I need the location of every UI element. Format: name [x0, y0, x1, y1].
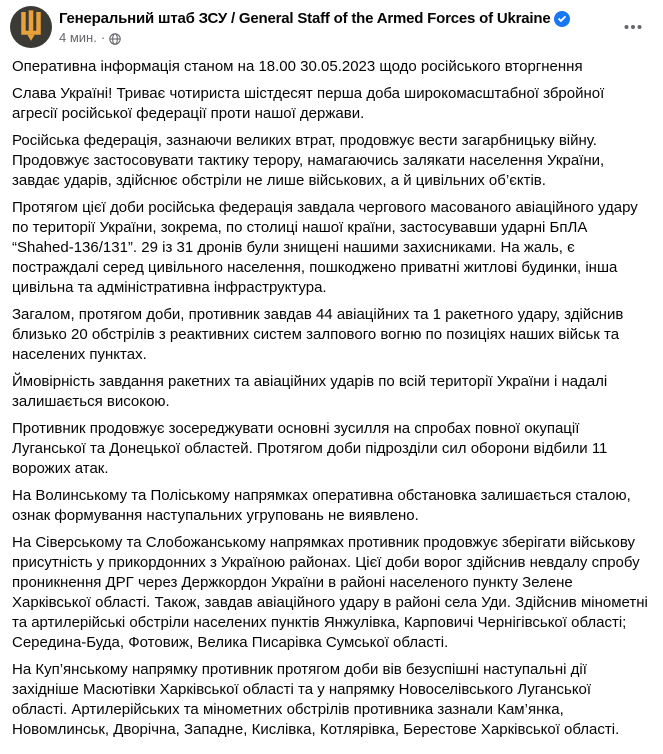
post-meta-row — [59, 30, 570, 46]
post-header — [0, 0, 663, 48]
globe-privacy-icon — [109, 33, 121, 45]
post-paragraph: Протягом цієї доби російська федерація завдала чергового масованого авіаційного удару по території України, зокрема, по столиці нашої країни, застосувавши ударні БпЛА “Shahed-136/131”. 29 із 31 дронів були знищені нашими захисниками. На жаль, є постраждалі серед цивільного населення, пошкоджено приватні житлові будинки, інша цивільна та адміністративна інфраструктура. — [12, 199, 638, 296]
header-text-block — [59, 6, 570, 46]
page-name-link[interactable]: Генеральний штаб ЗСУ / General Staff of the Armed Forces of Ukraine — [59, 10, 551, 27]
three-dots-icon — [623, 17, 643, 42]
post-paragraph: Противник продовжує зосереджувати основні зусилля на спробах повної окупації Луганської та Донецької областей. Протягом доби підрозділи сил оборони відбили 11 ворожих атак. — [12, 420, 608, 477]
post-paragraph: Загалом, протягом доби, противник завдав 44 авіаційних та 1 ракетного удару, здійснив близько 20 обстрілів з реактивних систем залпового вогню по позиціях наших військ та населених пунктах. — [12, 306, 624, 363]
meta-separator: · — [100, 30, 106, 45]
page-name-row — [59, 9, 570, 28]
page-avatar[interactable] — [10, 6, 52, 48]
post-paragraph: Слава Україні! Триває чотириста шістдесят перша доба широкомасштабної збройної агресії російської федерації проти нашої держави. — [12, 85, 605, 122]
post-paragraph: На Сіверському та Слобожанському напрямках противник продовжує зберігати військову присутність у прикордонних з Україною районах. Цієї доби ворог здійснив невдалу спробу проникнення ДРГ через Держкордон України в районі населеного пункту Зелене Харківської області. Також, завдав авіаційного удару в районі села Уди. Здійснив мінометні та артилерійські обстріли населених пунктів Янжулівка, Карповичі Чернігівської області; Середина-Буда, Фотовиж, Велика Писарівка Сумської області. — [12, 534, 648, 651]
post-paragraph: Ймовірність завдання ракетних та авіаційних ударів по всій території України і надалі залишається високою. — [12, 373, 608, 410]
post-paragraph: Оперативна інформація станом на 18.00 30.05.2023 щодо російського вторгнення — [12, 58, 583, 75]
more-options-button[interactable] — [617, 13, 649, 45]
post-timestamp[interactable]: 4 мин. — [59, 30, 97, 45]
verified-badge-icon — [554, 11, 570, 27]
post-paragraph: На Волинському та Поліському напрямках оперативна обстановка залишається сталою, ознак формування наступальних угруповань не виявлено. — [12, 487, 631, 524]
ukraine-trident-icon — [18, 8, 44, 47]
post-paragraph: На Куп’янському напрямку противник протягом доби вів безуспішні наступальні дії західніше Масютівки Харківської області та у напрямку Новоселівського Луганської області. Артилерійських та мінометних обстрілів противника зазнали Кам’янка, Новомлинськ, Дворічна, Западне, Кислівка, Котлярівка, Берестове Харківської області. — [12, 661, 620, 738]
post-body — [0, 48, 663, 754]
post-paragraph: Російська федерація, зазнаючи великих втрат, продовжує вести загарбницьку війну. Продовжує застосовувати тактику терору, намагаючись залякати населення України, завдає ударів, здійснює обстріли не лише військових, а й цивільних об’єктів. — [12, 132, 605, 189]
